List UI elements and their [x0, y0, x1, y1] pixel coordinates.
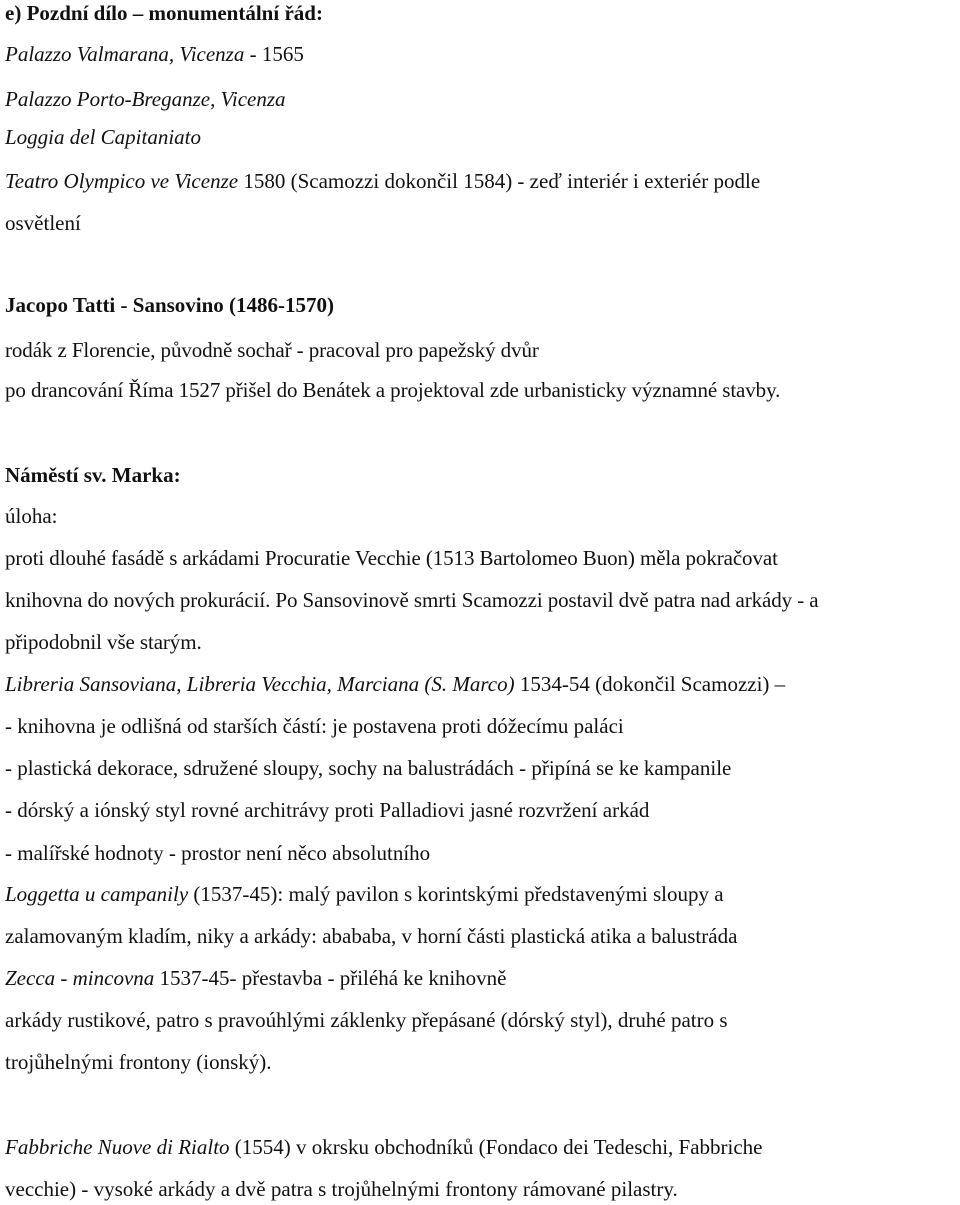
building-name: Palazzo Valmarana, Vicenza — [5, 42, 245, 66]
bullet-item: - malířské hodnoty - prostor není něco absolutního — [5, 841, 431, 865]
item-continuation: osvětlení — [5, 211, 81, 235]
building-name: Loggetta u campanily — [5, 882, 189, 906]
item-detail: (1537-45): malý pavilon s korintskými představenými sloupy a — [188, 882, 724, 906]
list-item — [5, 127, 201, 148]
section-heading: e) Pozdní dílo – monumentální řád: — [5, 1, 323, 25]
item-detail: 1534-54 (dokončil Scamozzi) – — [514, 672, 786, 696]
bullet-item: - plastická dekorace, sdružené sloupy, sochy na balustrádách - připíná se ke kampanile — [5, 756, 732, 780]
bullet-item: - knihovna je odlišná od starších částí: je postavena proti dóžecímu paláci — [5, 714, 624, 738]
building-name: Loggia del Capitaniato — [5, 125, 202, 149]
item-detail: 1580 (Scamozzi dokončil 1584) - zeď interiér i exteriér podle — [238, 169, 761, 193]
bullet-item: - dórský a iónský styl rovné architrávy proti Palladiovi jasné rozvržení arkád — [5, 798, 650, 822]
section-heading: Náměstí sv. Marka: — [5, 463, 181, 487]
loggetta-line — [5, 884, 724, 905]
section-heading: Jacopo Tatti - Sansovino (1486-1570) — [5, 293, 335, 317]
building-name: Teatro Olympico ve Vicenze — [5, 169, 239, 193]
building-name: Libreria Sansoviana, Libreria Vecchia, Marciana (S. Marco) — [5, 672, 515, 696]
building-name: Zecca - mincovna — [5, 966, 155, 990]
list-item — [5, 171, 760, 192]
libreria-line — [5, 674, 785, 695]
rialto-line — [5, 1137, 763, 1158]
zecca-line — [5, 968, 507, 989]
paragraph-line: trojůhelnými frontony (ionský). — [5, 1050, 272, 1074]
task-label: úloha: — [5, 504, 58, 528]
paragraph-line: knihovna do nových prokurácií. Po Sansovinově smrti Scamozzi postavil dvě patra nad arkády - a — [5, 588, 819, 612]
item-detail: - 1565 — [244, 42, 304, 66]
paragraph-line: po drancování Říma 1527 přišel do Benátek a projektoval zde urbanisticky významné stavby. — [5, 378, 781, 402]
building-name: Palazzo Porto-Breganze, Vicenza — [5, 87, 286, 111]
list-item — [5, 89, 286, 110]
item-detail: 1537-45- přestavba - přiléhá ke knihovně — [154, 966, 507, 990]
paragraph-line: připodobnil vše starým. — [5, 630, 202, 654]
list-item — [5, 44, 304, 65]
paragraph-line: rodák z Florencie, původně sochař - pracoval pro papežský dvůr — [5, 338, 539, 362]
item-detail: (1554) v okrsku obchodníků (Fondaco dei Tedeschi, Fabbriche — [229, 1135, 763, 1159]
paragraph-line: zalamovaným kladím, niky a arkády: abababa, v horní části plastická atika a balustráda — [5, 924, 738, 948]
paragraph-line: proti dlouhé fasádě s arkádami Procuratie Vecchie (1513 Bartolomeo Buon) měla pokračovat — [5, 546, 778, 570]
building-name: Fabbriche Nuove di Rialto — [5, 1135, 230, 1159]
paragraph-line: arkády rustikové, patro s pravoúhlými záklenky přepásané (dórský styl), druhé patro s — [5, 1008, 728, 1032]
paragraph-line: vecchie) - vysoké arkády a dvě patra s trojůhelnými frontony rámované pilastry. — [5, 1177, 678, 1201]
